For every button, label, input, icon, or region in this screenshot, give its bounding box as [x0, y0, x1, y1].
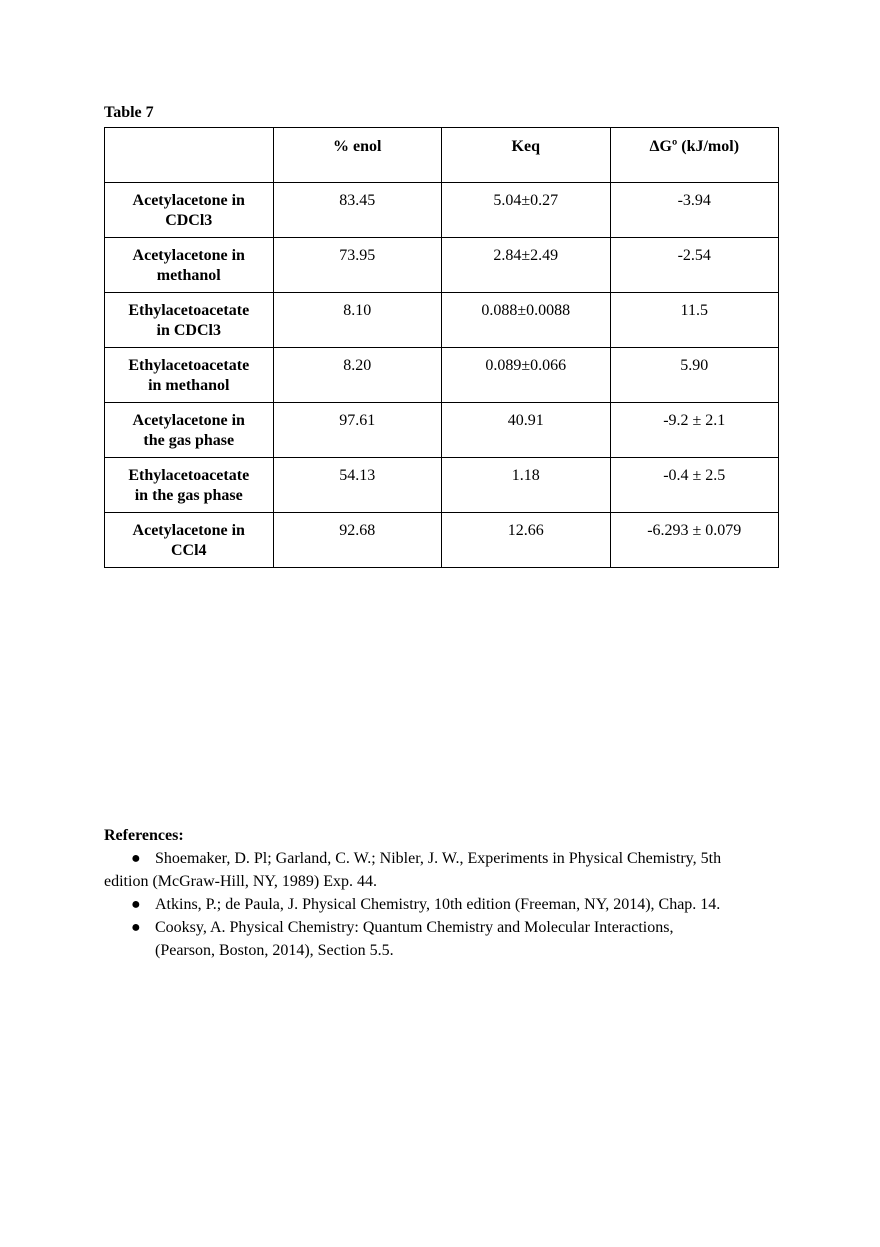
row-label: Acetylacetone in CCl4	[105, 513, 274, 568]
bullet-icon: ●	[131, 850, 141, 867]
keq-cell: 0.089±0.066	[442, 348, 611, 403]
enol-cell: 83.45	[273, 183, 442, 238]
enol-cell: 8.20	[273, 348, 442, 403]
enol-cell: 73.95	[273, 238, 442, 293]
keq-cell: 40.91	[442, 403, 611, 458]
keq-cell: 2.84±2.49	[442, 238, 611, 293]
row-label: Ethylacetoacetate in CDCl3	[105, 293, 274, 348]
enol-data-table	[104, 127, 779, 568]
table-row	[105, 293, 779, 348]
references-section	[104, 824, 784, 962]
enol-cell: 8.10	[273, 293, 442, 348]
row-label: Ethylacetoacetate in methanol	[105, 348, 274, 403]
reference-text: Atkins, P.; de Paula, J. Physical Chemistry, 10th edition (Freeman, NY, 2014), Chap. 14.	[155, 896, 721, 913]
table-row	[105, 513, 779, 568]
delta-g-cell: -0.4 ± 2.5	[610, 458, 779, 513]
bullet-icon: ●	[131, 919, 141, 936]
keq-cell: 0.088±0.0088	[442, 293, 611, 348]
keq-cell: 5.04±0.27	[442, 183, 611, 238]
header-cell: ΔGº (kJ/mol)	[610, 128, 779, 183]
reference-item	[104, 893, 784, 916]
table-row	[105, 458, 779, 513]
references-heading: References:	[104, 827, 184, 844]
header-cell: % enol	[273, 128, 442, 183]
delta-g-cell: 5.90	[610, 348, 779, 403]
row-label: Acetylacetone in CDCl3	[105, 183, 274, 238]
header-cell: Keq	[442, 128, 611, 183]
enol-cell: 97.61	[273, 403, 442, 458]
header-cell	[105, 128, 274, 183]
table-caption: Table 7	[104, 104, 154, 121]
row-label: Ethylacetoacetate in the gas phase	[105, 458, 274, 513]
bullet-icon: ●	[131, 896, 141, 913]
table-row	[105, 238, 779, 293]
reference-item	[104, 847, 784, 893]
enol-cell: 92.68	[273, 513, 442, 568]
reference-item	[104, 916, 784, 962]
reference-text: Shoemaker, D. Pl; Garland, C. W.; Nibler, J. W., Experiments in Physical Chemistry, 5th	[155, 850, 722, 867]
keq-cell: 1.18	[442, 458, 611, 513]
table-row	[105, 183, 779, 238]
row-label: Acetylacetone in the gas phase	[105, 403, 274, 458]
reference-text: (Pearson, Boston, 2014), Section 5.5.	[155, 942, 394, 959]
delta-g-cell: 11.5	[610, 293, 779, 348]
keq-cell: 12.66	[442, 513, 611, 568]
delta-g-cell: -3.94	[610, 183, 779, 238]
reference-text: edition (McGraw-Hill, NY, 1989) Exp. 44.	[104, 873, 377, 890]
table-row	[105, 403, 779, 458]
row-label: Acetylacetone in methanol	[105, 238, 274, 293]
delta-g-cell: -2.54	[610, 238, 779, 293]
delta-g-cell: -9.2 ± 2.1	[610, 403, 779, 458]
reference-text: Cooksy, A. Physical Chemistry: Quantum Chemistry and Molecular Interactions,	[155, 919, 674, 936]
table-row	[105, 348, 779, 403]
enol-cell: 54.13	[273, 458, 442, 513]
delta-g-cell: -6.293 ± 0.079	[610, 513, 779, 568]
table-header-row	[105, 128, 779, 183]
